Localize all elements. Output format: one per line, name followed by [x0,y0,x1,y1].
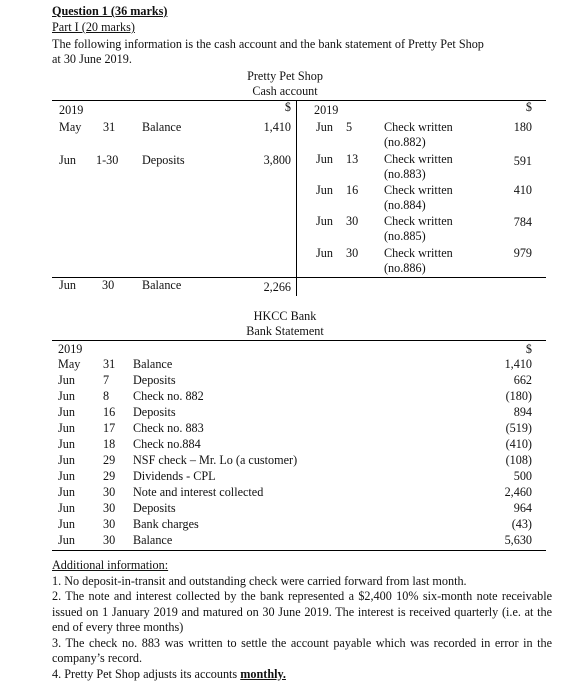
statement-row-desc: NSF check – Mr. Lo (a customer) [133,453,298,467]
statement-row-amount: (43) [511,517,532,531]
credit-row-desc: Check written [384,246,453,260]
statement-row-day: 30 [103,501,116,515]
question-title: Question 1 (36 marks) [52,4,168,18]
intro-line-2: at 30 June 2019. [52,52,132,66]
statement-row-desc: Balance [133,357,173,371]
credit-row-desc: Check written [384,214,453,228]
statement-row-month: Jun [58,453,75,467]
additional-item-4-text: 4. Pretty Pet Shop adjusts its accounts [52,666,241,681]
credit-row-desc: Check written [384,152,453,166]
additional-item-4-emphasis: monthly. [240,666,286,681]
cash-account-bottom-rule [52,277,546,278]
credit-row-day: 13 [346,152,359,166]
credit-row-check-no: (no.885) [384,229,426,243]
statement-row-month: Jun [58,485,75,499]
intro-line-1: The following information is the cash account and the bank statement of Pretty Pet Shop [52,37,484,51]
statement-row-desc: Deposits [133,405,176,419]
statement-row-day: 31 [103,357,116,371]
additional-item-4 [52,667,552,683]
statement-row-amount: (108) [505,453,532,467]
credit-row-month: Jun [316,120,333,134]
credit-row-day: 30 [346,246,359,260]
credit-row-month: Jun [316,183,333,197]
statement-row-desc: Deposits [133,501,176,515]
debit-year: 2019 [59,103,84,117]
statement-row-amount: (519) [505,421,532,435]
statement-row-amount: 662 [513,373,532,387]
statement-row-month: Jun [58,389,75,403]
cash-account-company: Pretty Pet Shop [247,69,323,83]
statement-row-amount: 5,630 [504,533,532,547]
statement-row-amount: 500 [513,469,532,483]
statement-row-amount: 1,410 [504,357,532,371]
cash-account-top-rule [52,100,546,101]
part-title: Part I (20 marks) [52,20,135,34]
credit-row-amount: 591 [513,154,532,168]
statement-row-desc: Dividends - CPL [133,469,216,483]
statement-row-day: 30 [103,533,116,547]
credit-row-day: 30 [346,214,359,228]
statement-row-day: 16 [103,405,116,419]
statement-row-amount: 964 [513,501,532,515]
credit-row-check-no: (no.883) [384,167,426,181]
statement-row-desc: Balance [133,533,173,547]
statement-row-amount: 894 [513,405,532,419]
credit-row-amount: 979 [513,246,532,260]
debit-row-desc: Balance [142,120,182,134]
statement-row-day: 18 [103,437,116,451]
statement-row-month: May [58,357,81,371]
credit-row-desc: Check written [384,183,453,197]
credit-dollar-sign: $ [525,100,532,114]
statement-row-month: Jun [58,469,75,483]
additional-item-2: 2. The note and interest collected by the bank represented a $2,400 10% six-month note receivable issued on 1 January 2019 and matured on 30 June 2019. The interest is received quarterly (i.e. at the end of every three months) [52,589,552,634]
closing-balance-amount: 2,266 [263,280,291,294]
credit-row-desc: Check written [384,120,453,134]
bank-statement-bottom-rule [52,550,546,551]
credit-row-month: Jun [316,214,333,228]
statement-row-desc: Deposits [133,373,176,387]
bank-name: HKCC Bank [253,309,317,323]
statement-row-month: Jun [58,501,75,515]
bank-statement-year: 2019 [58,342,83,356]
credit-row-check-no: (no.886) [384,261,426,275]
credit-row-amount: 410 [513,183,532,197]
statement-row-month: Jun [58,517,75,531]
statement-row-day: 8 [103,389,110,403]
debit-row-amount: 3,800 [263,153,291,167]
debit-row-amount: 1,410 [263,120,291,134]
bank-statement-dollar: $ [525,342,532,356]
debit-row-month: Jun [59,153,76,167]
debit-row-day: 1-30 [96,153,119,167]
cash-account-title: Cash account [252,84,318,98]
closing-balance-month: Jun [59,278,76,292]
additional-item-1: 1. No deposit-in-transit and outstanding check were carried forward from last month. [52,573,467,588]
statement-row-desc: Check no. 882 [133,389,204,403]
credit-row-amount: 784 [513,215,532,229]
debit-dollar-sign: $ [284,100,291,114]
credit-row-check-no: (no.882) [384,135,426,149]
credit-row-day: 16 [346,183,359,197]
additional-information [52,558,552,682]
statement-row-day: 29 [103,469,116,483]
additional-item-3: 3. The check no. 883 was written to settle the account payable which was recorded in error in the company’s record. [52,635,552,665]
additional-heading: Additional information: [52,558,169,572]
statement-row-month: Jun [58,533,75,547]
statement-row-amount: (180) [505,389,532,403]
statement-row-desc: Note and interest collected [133,485,264,499]
statement-row-desc: Check no. 883 [133,421,204,435]
statement-row-day: 29 [103,453,116,467]
credit-row-day: 5 [346,120,353,134]
statement-row-day: 7 [103,373,110,387]
statement-row-amount: (410) [505,437,532,451]
debit-row-month: May [59,120,82,134]
closing-balance-day: 30 [102,278,115,292]
statement-row-month: Jun [58,437,75,451]
statement-row-amount: 2,460 [504,485,532,499]
statement-row-day: 30 [103,485,116,499]
credit-year: 2019 [314,103,339,117]
credit-row-amount: 180 [513,120,532,134]
closing-balance-desc: Balance [142,278,182,292]
statement-row-day: 30 [103,517,116,531]
bank-statement-title: Bank Statement [246,324,324,338]
statement-row-day: 17 [103,421,116,435]
credit-row-check-no: (no.884) [384,198,426,212]
credit-row-month: Jun [316,152,333,166]
debit-row-desc: Deposits [142,153,185,167]
statement-row-desc: Check no.884 [133,437,201,451]
statement-row-month: Jun [58,421,75,435]
bank-statement-top-rule [52,340,546,341]
credit-row-month: Jun [316,246,333,260]
debit-row-day: 31 [103,120,116,134]
statement-row-month: Jun [58,405,75,419]
statement-row-desc: Bank charges [133,517,199,531]
t-account-divider [296,100,297,296]
statement-row-month: Jun [58,373,75,387]
